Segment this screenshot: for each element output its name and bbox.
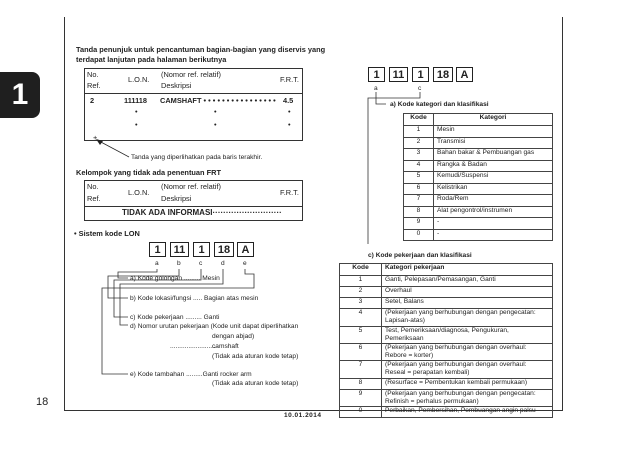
col-nomor: (Nomor ref. relatif) [161, 70, 221, 79]
table-cell-code: 9 [340, 389, 382, 407]
col-no: No. [87, 182, 99, 191]
legend-e-2: (Tidak ada aturan kode tetap) [212, 380, 299, 387]
table-header: Kategori pekerjaan [382, 264, 553, 276]
table-cell-code: 4 [404, 160, 434, 172]
lon-code-a: 1 [149, 242, 166, 257]
col-ref: Ref. [87, 81, 101, 90]
category-table [403, 113, 553, 241]
intro-line-2: terdapat lanjutan pada halaman berikutnya [76, 55, 227, 64]
table-cell-code: 7 [340, 361, 382, 379]
table-header-row [340, 264, 553, 276]
table-cell-description: (Pekerjaan yang berhubungan dengan overhaul: Rebore = korter) [382, 343, 553, 361]
table-cell-code: 5 [404, 172, 434, 184]
date-footer: 10.01.2014 [284, 412, 322, 419]
col-frt: F.R.T. [280, 75, 299, 84]
col-lon: L.O.N. [128, 75, 150, 84]
table-cell-code: 8 [340, 378, 382, 389]
table-cell-description: (Pekerjaan yang berhubungan dengan pengecatan: Refinish = perhalus permukaan) [382, 389, 553, 407]
table-cell-code: 3 [404, 149, 434, 161]
row-lon: 111118 [124, 96, 148, 105]
table-row [404, 206, 553, 218]
table-cell-description: Overhaul [382, 287, 553, 298]
table-cell-code: 5 [340, 326, 382, 343]
table-cell-description: Transmisi [434, 137, 553, 149]
table-cell-code: 0 [404, 229, 434, 241]
row-frt: 4.5 [283, 96, 294, 105]
table-row [340, 298, 553, 309]
table-cell-code: 2 [404, 137, 434, 149]
lon-letter-d: d [221, 260, 225, 267]
row-desc: CAMSHAFT • • • • • • • • • • • • • • • • [160, 96, 276, 105]
dot: • [214, 107, 217, 116]
col-lon: L.O.N. [128, 188, 150, 197]
legend-b: b) Kode lokasi/fungsi ..... Bagian atas mesin [130, 295, 259, 302]
table-header-row [404, 114, 553, 126]
col-ref: Ref. [87, 194, 101, 203]
table-note: Tanda yang diperlihatkan pada baris terakhir. [131, 154, 263, 161]
col-deskripsi: Deskripsi [161, 194, 192, 203]
legend-d-4: (Tidak ada aturan kode tetap) [212, 353, 299, 360]
table-cell-code: 4 [340, 309, 382, 327]
intro-text [76, 45, 346, 65]
table-cell-code: 1 [404, 126, 434, 138]
table-row [404, 195, 553, 207]
table-cell-description: - [434, 218, 553, 230]
right-code-4: 18 [433, 67, 453, 82]
note-arrow [94, 138, 134, 160]
table-header: Kode [404, 114, 434, 126]
page-number: 18 [36, 396, 49, 408]
table-row [340, 378, 553, 389]
right-letter-c: c [418, 85, 422, 92]
table-cell-code: 6 [340, 343, 382, 361]
table-cell-description: Roda/Rem [434, 195, 553, 207]
table-row [404, 229, 553, 241]
table-cell-description: Ganti, Pelepasan/Pemasangan, Ganti [382, 276, 553, 287]
table-header: Kode [340, 264, 382, 276]
legend-d-3: camshaft [212, 343, 239, 350]
dot: • [288, 107, 291, 116]
plus-mark: + [93, 133, 98, 142]
table-cell-code: 7 [404, 195, 434, 207]
lon-code-b: 11 [170, 242, 189, 257]
lon-letter-c: c [199, 260, 203, 267]
table-row [404, 172, 553, 184]
right-code-3: 1 [412, 67, 429, 82]
work-code-table [339, 263, 553, 418]
legend-d-1: d) Nomor urutan pekerjaan (Kode unit dapat diperlihatkan [130, 323, 299, 330]
table-row [340, 287, 553, 298]
lon-letter-a: a [155, 260, 159, 267]
table-c-title: c) Kode pekerjaan dan klasifikasi [368, 252, 472, 259]
table-header: Kategori [434, 114, 553, 126]
dot: • [135, 107, 138, 116]
intro-line-1: Tanda penunjuk untuk pencantuman bagian-bagian yang diservis yang [76, 45, 326, 54]
table-row [404, 126, 553, 138]
table-row [340, 343, 553, 361]
right-code-2: 11 [389, 67, 408, 82]
lon-code-c: 1 [193, 242, 210, 257]
legend-c: c) Kode pekerjaan ......... Ganti [130, 314, 220, 321]
section-title: Kelompok yang tidak ada penentuan FRT [76, 168, 221, 177]
table-cell-description: Alat pengontrol/instrumen [434, 206, 553, 218]
dot: • [288, 120, 291, 129]
table-cell-description: (Resurface = Pembentukan kembali permukaan) [382, 378, 553, 389]
table-row [404, 137, 553, 149]
legend-e-1: e) Kode tambahan .........Ganti rocker arm [130, 371, 252, 378]
row-no: 2 [90, 96, 95, 105]
col-frt: F.R.T. [280, 188, 299, 197]
table-cell-description: Kemudi/Suspensi [434, 172, 553, 184]
table-row [340, 276, 553, 287]
table-cell-code: 1 [340, 276, 382, 287]
col-nomor: (Nomor ref. relatif) [161, 182, 221, 191]
table-row [340, 407, 553, 418]
table-cell-code: 9 [404, 218, 434, 230]
right-code-5: A [456, 67, 473, 82]
table-cell-code: 0 [340, 407, 382, 418]
dot: • [135, 120, 138, 129]
table-cell-description: Kelistrikan [434, 183, 553, 195]
table-cell-code: 8 [404, 206, 434, 218]
table-a-title: a) Kode kategori dan klasifikasi [390, 101, 489, 108]
lon-letter-e: e [243, 260, 247, 267]
no-frt-table-divider [84, 206, 303, 207]
table-cell-description: - [434, 229, 553, 241]
table-cell-description: (Pekerjaan yang berhubungan dengan overhaul: Reseal = perapatan kembali) [382, 361, 553, 379]
table-cell-description: Perbaikan, Pembersihan, Pembuangan angin palsu [382, 407, 553, 418]
lon-letter-b: b [177, 260, 181, 267]
chapter-tab: 1 [0, 72, 40, 118]
table-cell-description: Setel, Balans [382, 298, 553, 309]
lon-code-e: A [237, 242, 254, 257]
right-code-1: 1 [368, 67, 385, 82]
example-table-divider [84, 93, 303, 94]
no-info-text: TIDAK ADA INFORMASI·························· [122, 208, 282, 217]
table-cell-code: 3 [340, 298, 382, 309]
legend-a: a) Kode golongan ......... Mesin [130, 275, 220, 282]
col-deskripsi: Deskripsi [161, 81, 192, 90]
dot: • [214, 120, 217, 129]
table-row [404, 160, 553, 172]
table-cell-description: Bahan bakar & Pembuangan gas [434, 149, 553, 161]
table-cell-description: Mesin [434, 126, 553, 138]
table-cell-description: (Pekerjaan yang berhubungan dengan pengecatan: Lapisan-atas) [382, 309, 553, 327]
table-row [340, 361, 553, 379]
table-row [340, 326, 553, 343]
table-cell-code: 2 [340, 287, 382, 298]
table-cell-description: Test, Pemeriksaan/diagnosa, Pengukuran, Pemeriksaan [382, 326, 553, 343]
table-row [404, 183, 553, 195]
table-cell-code: 6 [404, 183, 434, 195]
table-row [340, 389, 553, 407]
legend-d-2: dengan abjad) [212, 333, 255, 340]
legend-d-3-dots: ......................... [170, 343, 216, 350]
table-row [340, 309, 553, 327]
table-cell-description: Rangka & Badan [434, 160, 553, 172]
section-title: • Sistem kode LON [74, 229, 140, 238]
col-no: No. [87, 70, 99, 79]
right-letter-a: a [374, 85, 378, 92]
table-row [404, 218, 553, 230]
lon-code-d: 18 [214, 242, 234, 257]
table-row [404, 149, 553, 161]
